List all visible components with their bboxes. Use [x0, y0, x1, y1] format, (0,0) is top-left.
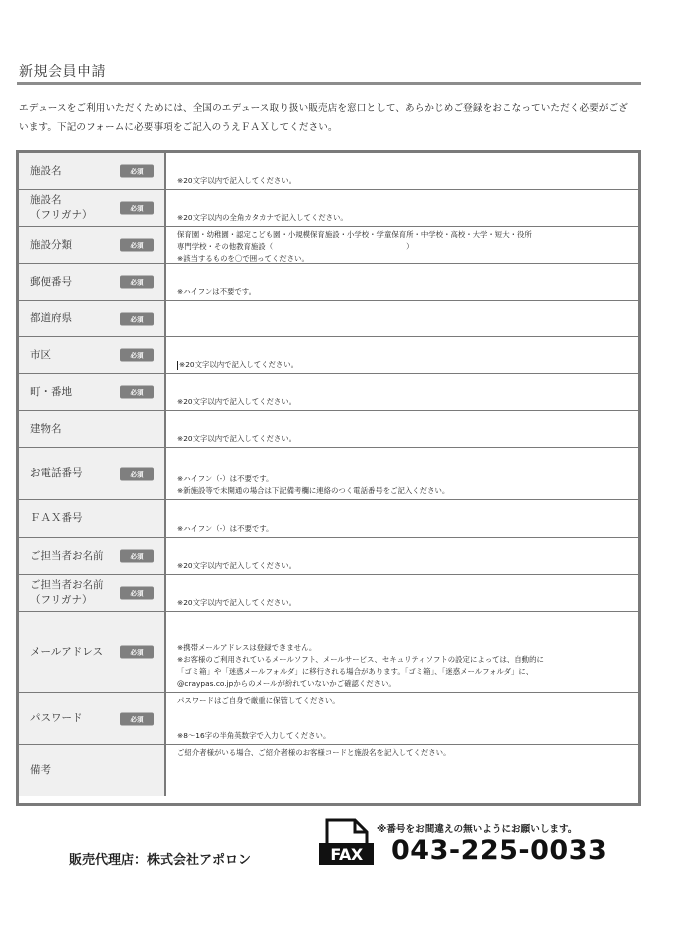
field-note: ※ハイフン（-）は不要です。: [177, 524, 274, 533]
field-note: 「ゴミ箱」や「迷惑メールフォルダ」に移行される場合があります。「ゴミ箱」、「迷惑メールフォルダ」に、: [177, 667, 534, 676]
form-row-label-cell: [19, 693, 166, 744]
form-row-label-cell: [19, 612, 166, 692]
form-row-label-cell: [19, 301, 166, 336]
form-row-input-area[interactable]: [166, 612, 638, 692]
form-row-label: ご担当者お名前 （フリガナ）: [30, 579, 104, 606]
field-note: ※携帯メールアドレスは登録できません。: [177, 643, 317, 652]
field-note: ※20文字以内で記入してください。: [177, 561, 297, 570]
field-note: ※8～16字の半角英数字で入力してください。: [177, 731, 331, 740]
form-row-label-cell: [19, 575, 166, 611]
form-row: [19, 693, 638, 745]
registration-form: [16, 150, 641, 806]
required-badge: 必須: [120, 312, 154, 325]
form-row-label-cell: [19, 411, 166, 447]
field-note: ご紹介者様がいる場合、ご紹介者様のお客様コードと施設名を記入してください。: [177, 748, 451, 757]
field-note: ※20文字以内の全角カタカナで記入してください。: [177, 213, 348, 222]
form-row-label-cell: [19, 448, 166, 499]
form-row-input-area[interactable]: [166, 301, 638, 336]
form-row-input-area[interactable]: [166, 500, 638, 537]
required-badge: 必須: [120, 587, 154, 600]
form-row-input-area[interactable]: [166, 227, 638, 263]
form-row-label: パスワード: [30, 712, 83, 724]
form-row: [19, 500, 638, 538]
form-row-input-area[interactable]: [166, 337, 638, 373]
field-note: ※ハイフン（-）は不要です。: [177, 474, 274, 483]
form-row-label: 郵便番号: [30, 275, 72, 288]
required-badge: 必須: [120, 467, 154, 480]
field-note-line: [177, 359, 630, 371]
field-note: ※ハイフンは不要です。: [177, 287, 256, 296]
form-row: [19, 301, 638, 337]
form-row-label-cell: [19, 745, 166, 796]
form-row: [19, 374, 638, 411]
field-note: ※20文字以内で記入してください。: [177, 176, 297, 185]
field-note: ※20文字以内で記入してください。: [177, 598, 297, 607]
field-note: ※20文字以内で記入してください。: [179, 360, 299, 369]
form-row-input-area[interactable]: [166, 153, 638, 189]
required-badge: 必須: [120, 239, 154, 252]
form-row: [19, 190, 638, 227]
form-row-input-area[interactable]: [166, 264, 638, 300]
form-row: [19, 264, 638, 301]
field-note: ※新施設等で未開通の場合は下記備考欄に連絡のつく電話番号をご記入ください。: [177, 486, 450, 495]
form-row-input-area[interactable]: [166, 190, 638, 226]
form-row: [19, 448, 638, 500]
intro-text: エデュースをご利用いただくためには、全国のエデュース取り扱い販売店を窓口として、あらかじめご登録をおこなっていただく必要がございます。下記のフォームに必要事項をご記入のうえＦＡＸしてください。: [19, 103, 628, 133]
form-row-input-area[interactable]: [166, 745, 638, 796]
required-badge: 必須: [120, 276, 154, 289]
field-note: ※該当するものを〇で囲ってください。: [177, 254, 309, 263]
form-row: [19, 227, 638, 264]
field-note: ※20文字以内で記入してください。: [177, 397, 297, 406]
form-row: [19, 411, 638, 448]
field-note: 専門学校・その他教育施設（ ）: [177, 242, 414, 251]
required-badge: 必須: [120, 646, 154, 659]
form-row-label: ご担当者お名前: [30, 549, 104, 562]
form-row-label: 市区: [30, 348, 51, 361]
form-row-label-cell: [19, 374, 166, 410]
form-row-label: 備考: [30, 764, 51, 776]
form-row: [19, 337, 638, 374]
form-row-input-area[interactable]: [166, 693, 638, 744]
text-cursor: [177, 361, 178, 370]
form-row: [19, 575, 638, 612]
field-note: 保育園・幼稚園・認定こども園・小規模保育施設・小学校・学童保育所・中学校・高校・大学・短大・役所: [177, 230, 532, 239]
form-row-label: 施設名: [30, 164, 62, 177]
required-badge: 必須: [120, 165, 154, 178]
form-row-label-cell: [19, 264, 166, 300]
page-title: 新規会員申請: [19, 64, 106, 80]
form-row-input-area[interactable]: [166, 448, 638, 499]
required-badge: 必須: [120, 386, 154, 399]
form-row-input-area[interactable]: [166, 374, 638, 410]
form-row-input-area[interactable]: [166, 538, 638, 574]
field-note: パスワードはご自身で厳重に保管してください。: [177, 696, 340, 705]
sales-agent: 販売代理店：株式会社アポロン: [69, 853, 252, 868]
fax-label: FAX: [319, 843, 374, 865]
fax-number: 043-225-0033: [391, 835, 608, 866]
required-badge: 必須: [120, 550, 154, 563]
form-row: [19, 612, 638, 693]
form-row-label: ＦＡＸ番号: [30, 512, 83, 524]
form-row-input-area[interactable]: [166, 411, 638, 447]
form-row-label-cell: [19, 500, 166, 537]
form-row-label: 施設名 （フリガナ）: [30, 194, 93, 221]
fax-caution-note: ※番号をお間違えの無いようにお願いします。: [377, 824, 578, 835]
form-row-label: 施設分類: [30, 238, 72, 251]
required-badge: 必須: [120, 349, 154, 362]
form-row-label-cell: [19, 227, 166, 263]
required-badge: 必須: [120, 202, 154, 215]
form-row-label: 建物名: [30, 422, 62, 435]
form-row-label-cell: [19, 538, 166, 574]
form-row-label: メールアドレス: [30, 645, 103, 658]
form-row-label-cell: [19, 337, 166, 373]
field-note: ※お客様のご利用されているメールソフト、メールサービス、セキュリティソフトの設定によっては、自動的に: [177, 655, 544, 664]
form-row-label-cell: [19, 190, 166, 226]
form-row-input-area[interactable]: [166, 575, 638, 611]
field-note: @craypas.co.jpからのメールが紛れていないかご確認ください。: [177, 679, 396, 688]
field-note: ※20文字以内で記入してください。: [177, 434, 297, 443]
form-row-label: 都道府県: [30, 312, 72, 324]
form-row-label-cell: [19, 153, 166, 189]
form-row: [19, 153, 638, 190]
title-divider: [17, 82, 641, 85]
form-row-label: 町・番地: [30, 385, 72, 398]
form-row-label: お電話番号: [30, 467, 83, 479]
required-badge: 必須: [120, 712, 154, 725]
form-row: [19, 538, 638, 575]
form-row: [19, 745, 638, 796]
